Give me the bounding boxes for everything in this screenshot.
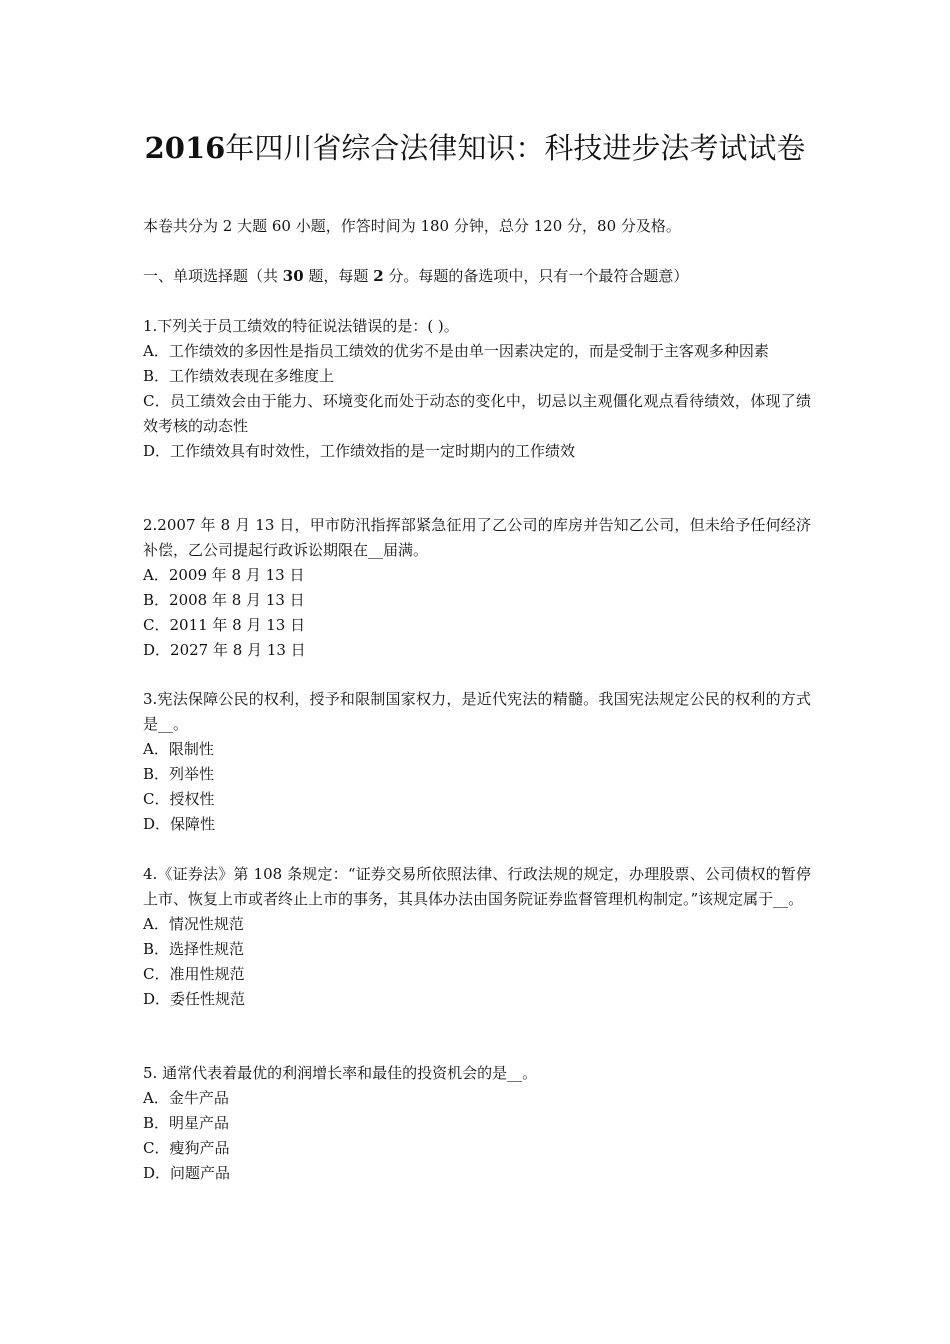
question-stem: 4.《证券法》第 108 条规定：“证券交易所依照法律、行政法规的规定，办理股票、公司债权的暂停上市、恢复上市或者终止上市的事务，其具体办法由国务院证券监督管理机构制定。”该规定属于__。 [143, 865, 811, 908]
section-points: 2 [373, 267, 384, 285]
question-stem: 1.下列关于员工绩效的特征说法错误的是：( )。 [143, 317, 459, 335]
question-3 [143, 687, 811, 837]
option-b: B．明星产品 [143, 1114, 230, 1132]
option-d: D．工作绩效具有时效性，工作绩效指的是一定时期内的工作绩效 [143, 442, 576, 460]
option-c: C．2011 年 8 月 13 日 [143, 616, 306, 634]
exam-intro: 本卷共分为 2 大题 60 小题，作答时间为 180 分钟，总分 120 分，80 分及格。 [143, 217, 681, 235]
title-year: 2016 [144, 131, 226, 165]
option-a: A．金牛产品 [143, 1089, 229, 1107]
section-count: 30 [282, 267, 304, 285]
question-stem: 2.2007 年 8 月 13 日，甲市防汛指挥部紧急征用了乙公司的库房并告知乙公司，但未给予任何经济补偿，乙公司提起行政诉讼期限在__届满。 [143, 516, 811, 559]
section-heading [143, 266, 688, 286]
question-1 [143, 314, 811, 464]
option-d: D．保障性 [143, 815, 216, 833]
option-b: B．选择性规范 [143, 940, 245, 958]
question-2 [143, 513, 811, 663]
section-mid: 题，每题 [303, 267, 374, 285]
option-c: C．瘦狗产品 [143, 1139, 230, 1157]
option-a: A．工作绩效的多因性是指员工绩效的优劣不是由单一因素决定的，而是受制于主客观多种因素 [143, 342, 769, 360]
section-prefix: 一、单项选择题（共 [143, 267, 283, 285]
question-stem: 3.宪法保障公民的权利，授予和限制国家权力，是近代宪法的精髓。我国宪法规定公民的权利的方式是__。 [143, 690, 811, 733]
option-c: C．准用性规范 [143, 965, 245, 983]
option-c: C．授权性 [143, 790, 215, 808]
option-c: C．员工绩效会由于能力、环境变化而处于动态的变化中，切忌以主观僵化观点看待绩效，体现了绩效考核的动态性 [143, 392, 811, 435]
option-a: A．限制性 [143, 740, 214, 758]
option-b: B．列举性 [143, 765, 215, 783]
option-a: A．2009 年 8 月 13 日 [143, 566, 305, 584]
option-d: D．委任性规范 [143, 990, 246, 1008]
option-d: D．问题产品 [143, 1164, 231, 1182]
question-5 [143, 1061, 811, 1186]
title-text: 年四川省综合法律知识：科技进步法考试试卷 [225, 131, 806, 165]
option-b: B．工作绩效表现在多维度上 [143, 367, 335, 385]
question-4 [143, 862, 811, 1012]
question-stem: 5. 通常代表着最优的利润增长率和最佳的投资机会的是__。 [143, 1064, 538, 1082]
page-title [0, 128, 950, 168]
option-a: A．情况性规范 [143, 915, 244, 933]
option-d: D．2027 年 8 月 13 日 [143, 641, 306, 659]
section-suffix: 分。每题的备选项中，只有一个最符合题意） [383, 267, 689, 285]
option-b: B．2008 年 8 月 13 日 [143, 591, 305, 609]
